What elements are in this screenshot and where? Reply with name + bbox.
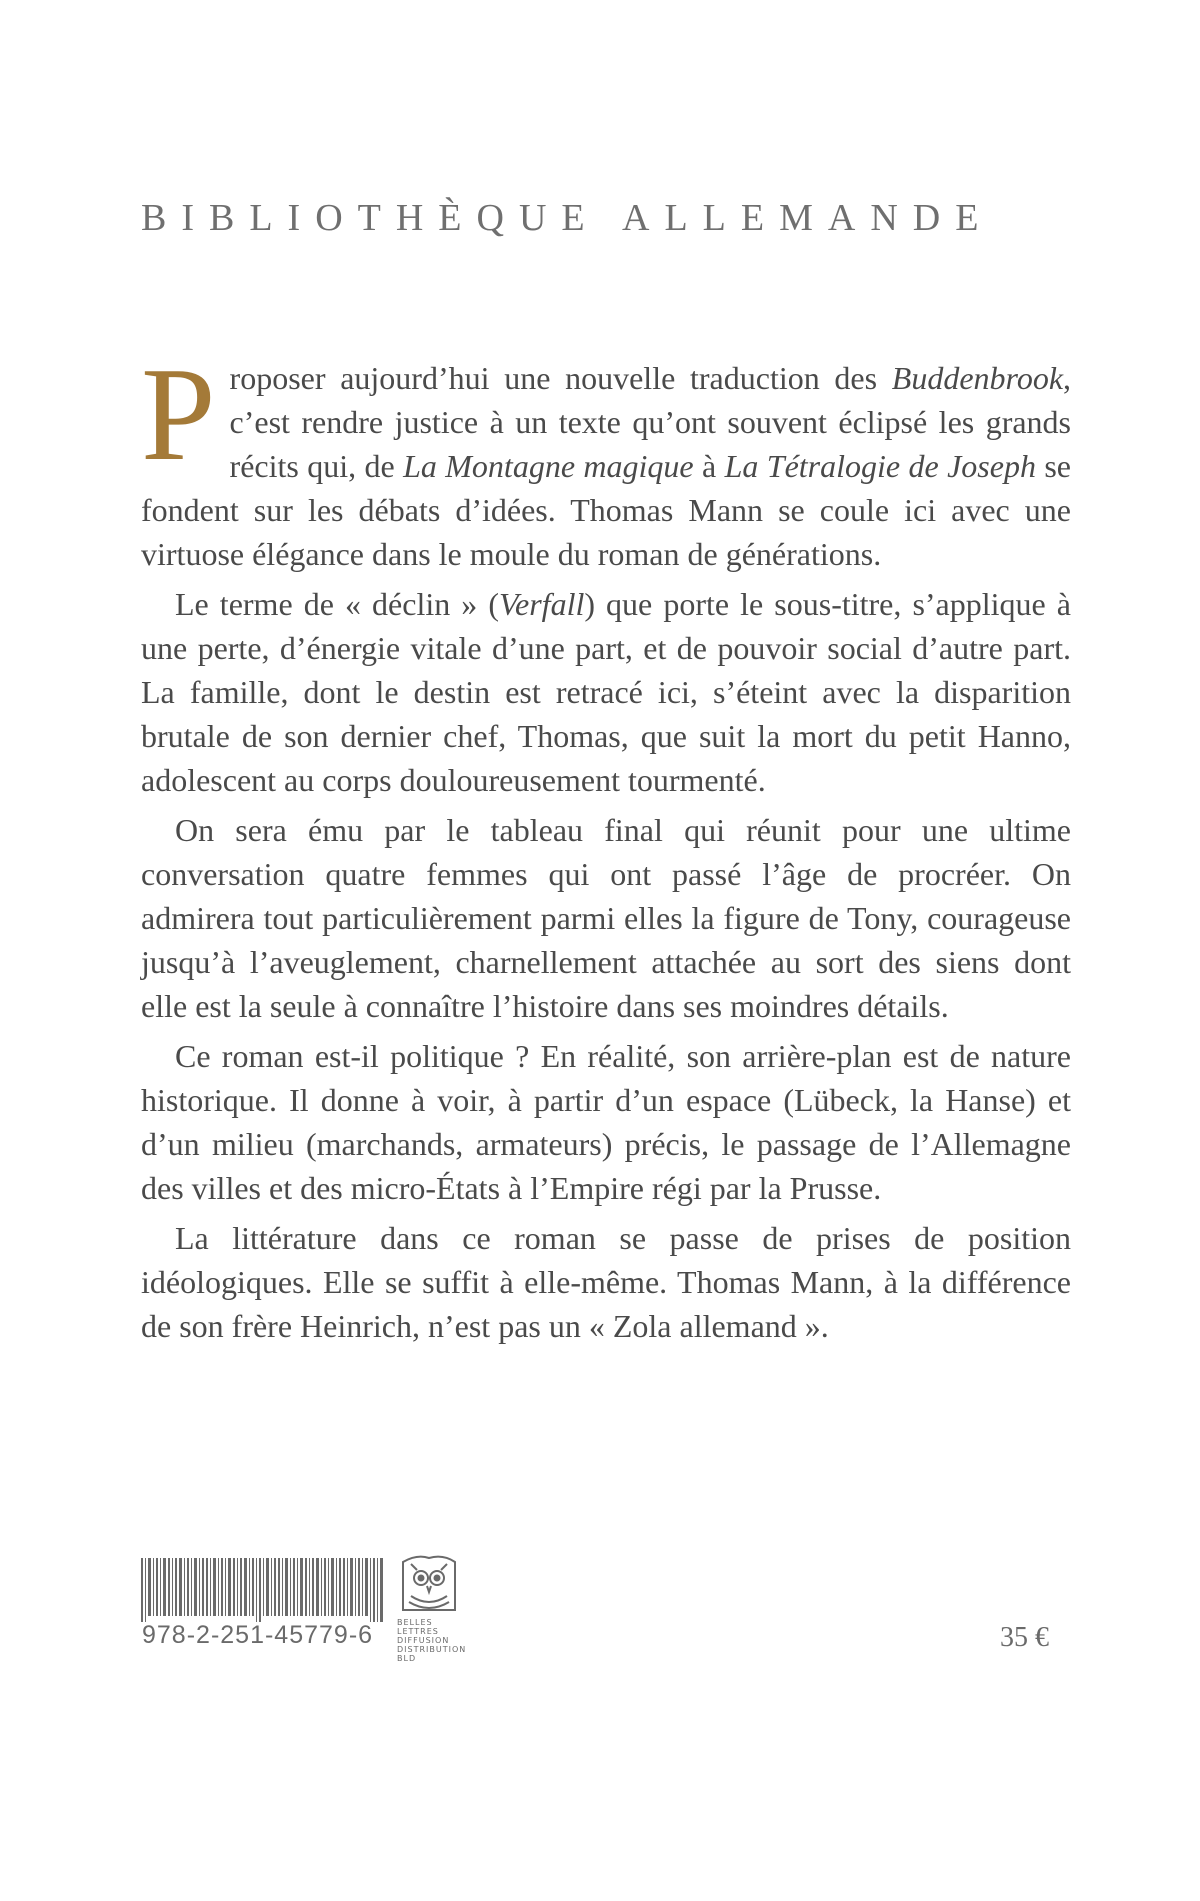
distributor-mark — [397, 1618, 467, 1663]
paragraph-4: Ce roman est-il politique ? En réalité, son arrière-plan est de nature historique. Il donne à voir, à partir d’un espace (Lübeck, la Hanse) et d’un milieu (marchands, armateurs) précis, le passage de l’Allemagne des villes et des micro-États à l’Empire régi par la Prusse. — [141, 1038, 1071, 1206]
paragraph-5: La littérature dans ce roman se passe de prises de position idéologiques. Elle se suffit à elle-même. Thomas Mann, à la différence de son frère Heinrich, n’est pas un « Zola allemand ». — [141, 1220, 1071, 1344]
paragraph-2-text-1: Le terme de « déclin » ( — [175, 586, 500, 622]
paragraph-1-text-1: , c’est rendre justice à un texte qu’ont souvent éclipsé les grands récits qui, de — [229, 360, 1072, 484]
term-verfall: Verfall — [499, 586, 585, 622]
paragraph-1-text-3: se fondent sur les débats d’idées. Thomas Mann se coule ici avec une virtuose élégance dans le moule du roman de générations. — [141, 448, 1072, 572]
back-cover-text — [141, 340, 1072, 1354]
paragraph-1-line-1: roposer aujourd’hui une nouvelle traduction des — [229, 360, 878, 396]
paragraph-3: On sera ému par le tableau final qui réunit pour une ultime conversation quatre femmes qui ont passé l’âge de procréer. On admirera tout particulièrement parmi elles la figure de Tony, courageuse jusqu’à l’aveuglement, charnellement attachée au sort des siens dont elle est la seule à connaître l’histoire dans ses moindres détails. — [141, 812, 1071, 1024]
series-title: BIBLIOTHÈQUE ALLEMANDE — [141, 197, 994, 239]
distributor-line-2: DIFFUSION — [397, 1636, 450, 1645]
title-montagne-magique: La Montagne magique — [403, 448, 694, 484]
title-tetralogie-joseph: La Tétralogie de Joseph — [724, 448, 1036, 484]
title-buddenbrook: Buddenbrook — [891, 360, 1064, 396]
distributor-line-4: BLD — [397, 1654, 417, 1663]
distributor-line-3: DISTRIBUTION — [397, 1645, 467, 1654]
distributor-line-1: BELLES LETTRES — [397, 1618, 439, 1636]
paragraph-2 — [141, 582, 1071, 802]
barcode-icon — [141, 1558, 383, 1622]
drop-cap: P — [141, 340, 216, 488]
isbn-number: 978-2-251-45779-6 — [142, 1621, 374, 1649]
publisher-owl-logo-icon — [397, 1552, 461, 1616]
paragraph-1-text-2: à — [693, 448, 725, 484]
paragraph-2-text-2: ) que porte le sous-titre, s’applique à une perte, d’énergie vitale d’une part, et de pouvoir social d’autre part. La famille, dont le destin est retracé ici, s’éteint avec la disparition brutale de son dernier chef, Thomas, que suit la mort du petit Hanno, adolescent au corps douloureusement tourmenté. — [141, 586, 1072, 798]
price: 35 € — [1000, 1622, 1049, 1653]
paragraph-1 — [141, 340, 1072, 576]
